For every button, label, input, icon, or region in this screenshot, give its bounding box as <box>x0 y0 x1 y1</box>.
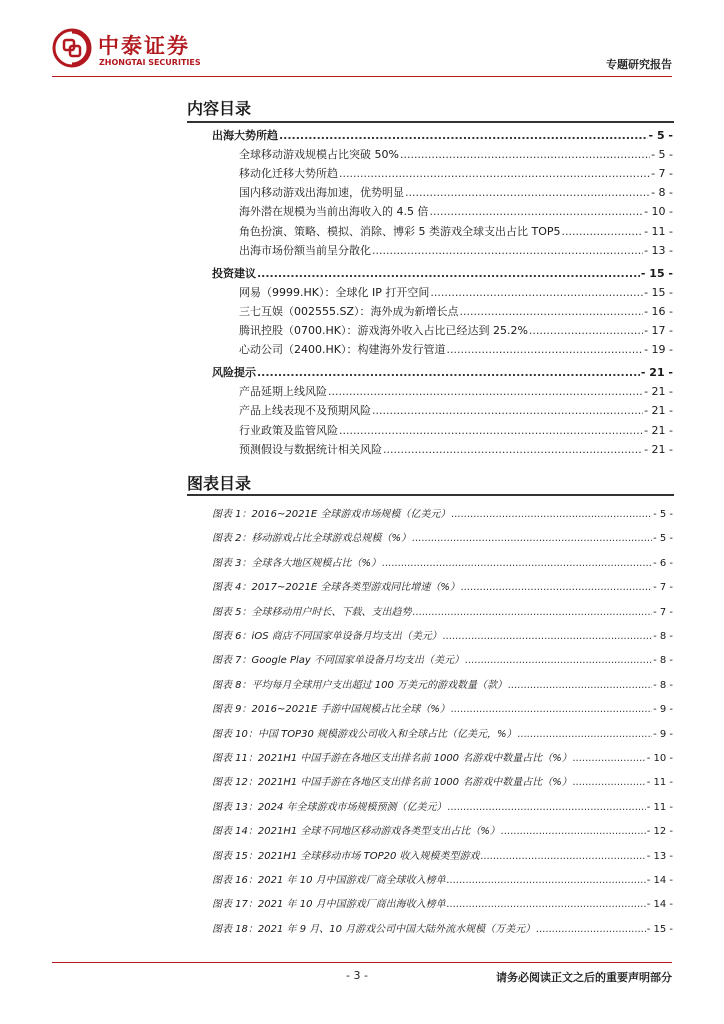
dot-leader <box>382 558 652 569</box>
figure-entry[interactable] <box>212 578 673 598</box>
toc-item[interactable] <box>239 441 673 461</box>
toc-item-label: 三七互娱（002555.SZ）：海外成为新增长点 <box>239 304 459 318</box>
toc-item-page: - 21 - <box>644 404 673 418</box>
figure-entry-label: 图表 14：2021H1 全球不同地区移动游戏各类型支出占比（%） <box>212 826 500 838</box>
toc-section-label: 出海大势所趋 <box>212 129 278 142</box>
toc-item[interactable] <box>239 303 673 323</box>
dot-leader <box>451 704 652 715</box>
toc-item-label: 海外潜在规模为当前出海收入的 4.5 倍 <box>239 205 429 219</box>
company-logo <box>52 28 232 72</box>
figure-entry[interactable] <box>212 749 673 769</box>
toc-item-page: - 7 - <box>651 167 673 181</box>
dot-leader <box>383 443 643 456</box>
figures-heading: 图表目录 <box>187 474 252 493</box>
figure-entry[interactable] <box>212 871 673 891</box>
figure-entry-page: - 7 - <box>653 582 673 594</box>
figure-entry-page: - 14 - <box>646 899 673 911</box>
dot-leader <box>279 129 648 142</box>
figure-entry-label: 图表 4：2017~2021E 全球各类型游戏同比增速（%） <box>212 582 460 594</box>
dot-leader <box>465 655 652 666</box>
figure-entry-page: - 8 - <box>653 679 673 691</box>
figure-entry-page: - 5 - <box>653 509 673 520</box>
figure-entry-page: - 6 - <box>653 557 673 569</box>
figure-entry-page: - 10 - <box>646 753 673 764</box>
toc-item-page: - 17 - <box>644 324 673 337</box>
figure-entry[interactable] <box>212 798 673 818</box>
figure-entry-label: 图表 13：2024 年全球游戏市场规模预测（亿美元） <box>212 801 447 813</box>
figure-entry[interactable] <box>212 603 673 623</box>
figure-entry[interactable] <box>212 529 673 549</box>
figure-entry-label: 图表 18：2021 年 9 月、10 月游戏公司中国大陆外流水规模（万美元） <box>212 923 536 935</box>
toc-item[interactable] <box>239 184 673 204</box>
figure-entry-label: 图表 8：平均每月全球用户支出超过 100 万美元的游戏数量（款） <box>212 679 507 691</box>
toc-item-label: 预测假设与数据统计相关风险 <box>239 442 382 456</box>
figure-entry-page: - 8 - <box>653 655 673 667</box>
dot-leader <box>460 305 644 318</box>
toc-heading: 内容目录 <box>187 99 252 118</box>
figure-entry-page: - 14 - <box>646 875 673 886</box>
dot-leader <box>481 851 646 862</box>
figure-entry-label: 图表 5：全球移动用户时长、下载、支出趋势 <box>212 606 412 618</box>
toc-item-label: 国内移动游戏出海加速，优势明显 <box>239 186 404 200</box>
toc-item[interactable] <box>239 223 673 243</box>
figure-entry[interactable] <box>212 895 673 915</box>
figure-entry-page: - 12 - <box>646 826 673 838</box>
toc-item-page: - 8 - <box>651 186 673 200</box>
toc-item[interactable] <box>239 402 673 422</box>
dot-leader <box>529 324 643 337</box>
dot-leader <box>257 366 640 379</box>
figure-entry-label: 图表 12：2021H1 中国手游在各地区支出排名前 1000 名游戏中数量占比（%） <box>212 777 572 789</box>
toc-section-label: 投资建议 <box>212 266 256 280</box>
dot-leader <box>508 680 652 691</box>
figure-entry-label: 图表 17：2021 年 10 月中国游戏厂商出海收入榜单 <box>212 899 446 911</box>
toc-item-label: 出海市场份额当前呈分散化 <box>239 243 371 257</box>
toc-item-label: 产品延期上线风险 <box>239 385 327 399</box>
figure-entry-label: 图表 10：中国 TOP30 规模游戏公司收入和全球占比（亿美元，%） <box>212 728 517 740</box>
figure-entry[interactable] <box>212 505 673 525</box>
toc-section[interactable] <box>212 265 673 285</box>
toc-item[interactable] <box>239 284 673 304</box>
figure-entry-page: - 11 - <box>646 801 673 813</box>
dot-leader <box>430 286 643 299</box>
figure-entry[interactable] <box>212 627 673 647</box>
figure-entry-page: - 9 - <box>653 728 673 740</box>
dot-leader <box>400 148 650 161</box>
figure-entry-label: 图表 7：Google Play 不同国家单设备月均支出（美元） <box>212 655 465 667</box>
toc-item[interactable] <box>239 341 673 361</box>
figure-entry-page: - 11 - <box>646 777 673 789</box>
toc-item-label: 网易（9999.HK）：全球化 IP 打开空间 <box>239 285 430 299</box>
dot-leader <box>443 631 652 642</box>
dot-leader <box>372 244 643 257</box>
toc-item[interactable] <box>239 242 673 262</box>
toc-section-page: - 15 - <box>640 266 673 280</box>
figure-entry-page: - 5 - <box>653 533 673 545</box>
toc-section-label: 风险提示 <box>212 366 256 380</box>
figure-entry-page: - 15 - <box>646 923 673 935</box>
logo-english-name: ZHONGTAI SECURITIES <box>99 58 201 67</box>
toc-item-page: - 21 - <box>644 423 673 437</box>
footer-disclaimer: 请务必阅读正文之后的重要声明部分 <box>496 971 672 984</box>
dot-leader <box>328 385 643 398</box>
dot-leader <box>562 225 644 238</box>
toc-item[interactable] <box>239 203 673 223</box>
toc-item[interactable] <box>239 146 673 166</box>
dot-leader <box>257 267 640 280</box>
figure-entry-page: - 9 - <box>653 704 673 716</box>
figure-entry-label: 图表 3：全球各大地区规模占比（%） <box>212 557 382 569</box>
page-number: - 3 - <box>346 969 368 982</box>
dot-leader <box>518 729 653 740</box>
toc-item-label: 行业政策及监管风险 <box>239 423 338 437</box>
dot-leader <box>339 167 650 180</box>
figure-entry[interactable] <box>212 725 673 745</box>
figure-entry-label: 图表 9：2016~2021E 手游中国规模占比全球（%） <box>212 704 450 716</box>
figure-entry-page: - 7 - <box>653 606 673 618</box>
report-type-label: 专题研究报告 <box>606 58 672 71</box>
logo-chinese-name: 中泰证券 <box>98 34 190 58</box>
toc-section-page: - 21 - <box>640 366 673 380</box>
zhongtai-logo-icon <box>52 28 92 68</box>
toc-item-page: - 13 - <box>644 243 673 257</box>
toc-item-label: 心动公司（2400.HK）：构建海外发行管道 <box>239 343 446 357</box>
toc-item[interactable] <box>239 383 673 403</box>
dot-leader <box>448 802 646 813</box>
figure-entry[interactable] <box>212 822 673 842</box>
figure-entry[interactable] <box>212 847 673 867</box>
toc-item-page: - 10 - <box>644 205 673 219</box>
toc-item-label: 腾讯控股（0700.HK）：游戏海外收入占比已经达到 25.2% <box>239 324 528 337</box>
toc-section-page: - 5 - <box>648 129 673 142</box>
figure-entry[interactable] <box>212 676 673 696</box>
figure-entry-page: - 8 - <box>653 631 673 642</box>
toc-item-page: - 16 - <box>644 304 673 318</box>
toc-item-page: - 19 - <box>644 343 673 357</box>
figure-entry[interactable] <box>212 700 673 720</box>
figure-entry-label: 图表 1：2016~2021E 全球游戏市场规模（亿美元） <box>212 509 451 520</box>
figure-entry-label: 图表 16：2021 年 10 月中国游戏厂商全球收入榜单 <box>212 875 446 886</box>
toc-item[interactable] <box>239 165 673 185</box>
dot-leader <box>372 404 643 417</box>
dot-leader <box>447 899 646 910</box>
toc-item-page: - 5 - <box>651 148 673 162</box>
dot-leader <box>573 777 646 788</box>
dot-leader <box>451 509 652 520</box>
figure-entry[interactable] <box>212 554 673 574</box>
dot-leader <box>412 533 652 544</box>
dot-leader <box>501 826 646 837</box>
dot-leader <box>536 924 646 935</box>
page-header <box>0 0 724 80</box>
toc-item-page: - 21 - <box>644 385 673 399</box>
figure-entry[interactable] <box>212 773 673 793</box>
toc-item-page: - 15 - <box>644 285 673 299</box>
figure-entry-label: 图表 2：移动游戏占比全球游戏总规模（%） <box>212 533 412 545</box>
figure-entry[interactable] <box>212 920 673 940</box>
toc-item-label: 移动化迁移大势所趋 <box>239 167 338 181</box>
toc-item-label: 全球移动游戏规模占比突破 50% <box>239 148 399 162</box>
figure-entry-page: - 13 - <box>646 850 673 862</box>
toc-section[interactable] <box>212 127 673 147</box>
dot-leader <box>430 205 644 218</box>
footer-divider <box>52 962 672 963</box>
figure-entry[interactable] <box>212 651 673 671</box>
toc-item-page: - 21 - <box>644 442 673 456</box>
dot-leader <box>461 582 652 593</box>
toc-item-page: - 11 - <box>644 224 673 238</box>
toc-section[interactable] <box>212 364 673 384</box>
dot-leader <box>413 607 653 618</box>
toc-item[interactable] <box>239 322 673 342</box>
figure-entry-label: 图表 6：iOS 商店不同国家单设备月均支出（美元） <box>212 631 442 642</box>
figure-entry-label: 图表 15：2021H1 全球移动市场 TOP20 收入规模类型游戏 <box>212 850 480 862</box>
figure-entry-label: 图表 11：2021H1 中国手游在各地区支出排名前 1000 名游戏中数量占比（%） <box>212 753 572 764</box>
dot-leader <box>573 753 646 764</box>
dot-leader <box>446 343 643 356</box>
toc-item[interactable] <box>239 422 673 442</box>
header-divider <box>52 76 672 77</box>
toc-item-label: 产品上线表现不及预期风险 <box>239 404 371 418</box>
dot-leader <box>339 424 643 437</box>
dot-leader <box>447 875 646 886</box>
dot-leader <box>405 186 650 199</box>
toc-heading-rule <box>187 121 674 123</box>
figures-heading-rule <box>187 494 674 496</box>
toc-item-label: 角色扮演、策略、模拟、消除、博彩 5 类游戏全球支出占比 TOP5 <box>239 224 561 238</box>
